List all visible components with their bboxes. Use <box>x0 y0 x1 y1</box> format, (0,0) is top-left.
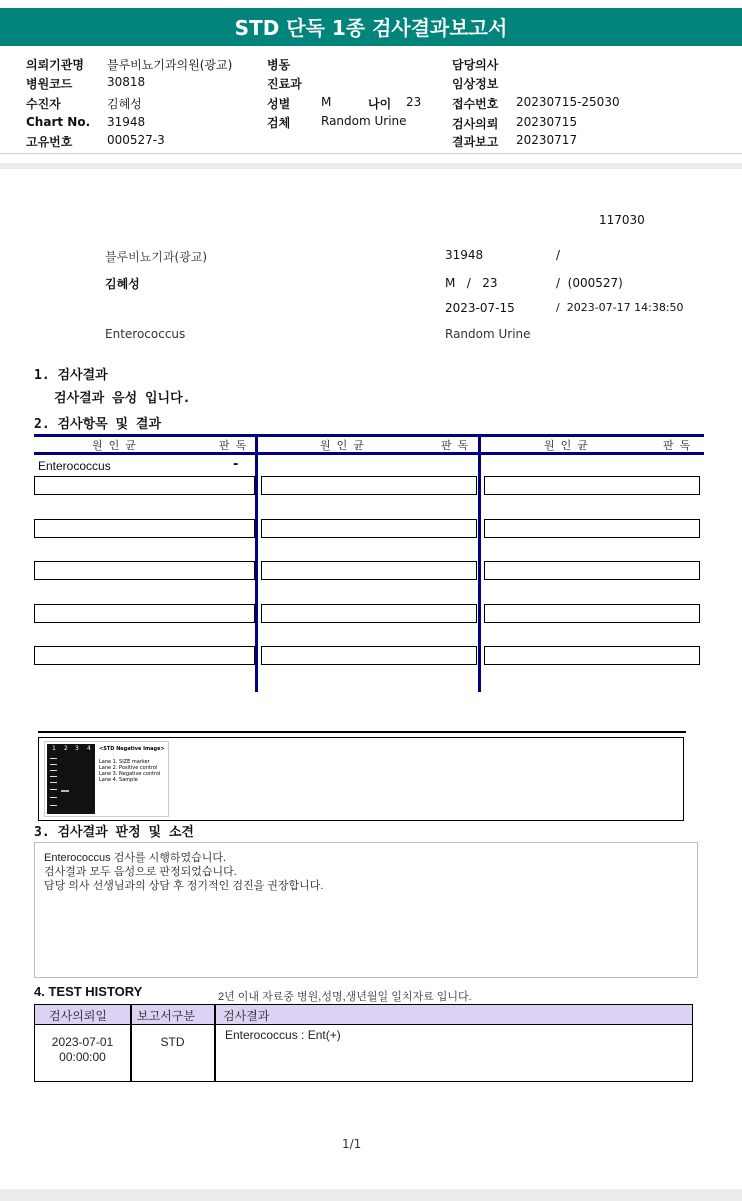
history-type: STD <box>160 1035 185 1049</box>
section1-title: 1. 검사결과 <box>34 368 108 383</box>
history-col-result: 검사결과 <box>223 1009 270 1023</box>
lane-label: 3 <box>75 745 79 752</box>
result-cell <box>34 476 255 495</box>
result-cell <box>34 646 255 665</box>
header-band <box>0 163 742 169</box>
history-col-date: 검사의뢰일 <box>49 1009 107 1023</box>
chart-no-value: 31948 <box>107 115 146 129</box>
clinical-info-label: 임상정보 <box>452 77 499 91</box>
col-pathogen-3: 원인균 <box>544 439 594 452</box>
patient-value: 김혜성 <box>107 97 142 111</box>
opinion-box <box>34 842 698 978</box>
sex-value: M <box>321 95 332 109</box>
gel-legend-item: Lane 2. Positive control <box>99 765 158 771</box>
lane-label: 1 <box>52 745 56 752</box>
history-date-time: 00:00:00 <box>59 1050 106 1064</box>
image-top-rule <box>38 731 686 733</box>
section4-title: 4. TEST HISTORY <box>34 984 143 999</box>
header-divider <box>0 153 742 154</box>
dept-label: 진료과 <box>267 77 302 91</box>
page-number: 1/1 <box>342 1137 362 1151</box>
history-col-divider <box>214 1005 216 1081</box>
age-value: 23 <box>406 95 422 109</box>
summary-clinic: 블루비뇨기과(광교) <box>105 250 208 264</box>
chart-no-label: Chart No. <box>26 115 91 129</box>
sex-label: 성별 <box>267 97 291 111</box>
summary-patient: 김혜성 <box>105 277 140 291</box>
clinic-value: 블루비뇨기과의원(광교) <box>107 58 233 72</box>
result-cell <box>34 561 255 580</box>
result-cell <box>261 476 477 495</box>
history-header-row <box>35 1005 692 1025</box>
opinion-line: Enterococcus 검사를 시행하였습니다. <box>44 852 227 864</box>
col-judgement-1: 판독 <box>219 439 253 452</box>
result-cell <box>261 561 477 580</box>
ward-label: 병동 <box>267 58 291 72</box>
patient-label: 수진자 <box>26 97 61 111</box>
gel-legend-item: Lane 3. Negative control <box>99 771 161 777</box>
gel-legend-title: <STD Negative Image> <box>99 746 165 752</box>
footer-band <box>0 1189 742 1201</box>
section2-title: 2. 검사항목 및 결과 <box>34 417 162 432</box>
doctor-label: 담당의사 <box>452 58 499 72</box>
opinion-line: 검사결과 모두 음성으로 판정되었습니다. <box>44 866 237 878</box>
result-cell <box>34 604 255 623</box>
hospital-code-label: 병원코드 <box>26 77 73 91</box>
col-judgement-3: 판독 <box>663 439 697 452</box>
result-cell <box>484 604 700 623</box>
receipt-no-value: 20230715-25030 <box>516 95 620 109</box>
report-date-label: 결과보고 <box>452 135 499 149</box>
request-date-value: 20230715 <box>516 115 578 129</box>
specimen-label: 검체 <box>267 116 291 130</box>
result-cell <box>261 604 477 623</box>
col-pathogen-1: 원인균 <box>92 439 142 452</box>
history-date <box>35 1035 130 1065</box>
gel-legend-item: Lane 1. SIZE marker <box>99 759 150 765</box>
result-cell <box>484 476 700 495</box>
gel-image <box>44 741 169 817</box>
history-date-day: 2023-07-01 <box>51 1035 114 1049</box>
report-date-value: 20230717 <box>516 133 578 147</box>
gel-legend-item: Lane 4. Sample <box>99 777 138 783</box>
result-judgement: - <box>233 457 239 472</box>
section1-result: 검사결과 음성 입니다. <box>54 391 191 406</box>
age-label: 나이 <box>368 97 392 111</box>
summary-id: / (000527) <box>556 276 623 290</box>
summary-organism: Enterococcus <box>105 327 186 341</box>
result-cell <box>34 519 255 538</box>
unique-no-label: 고유번호 <box>26 135 73 149</box>
request-date-label: 검사의뢰 <box>452 117 499 131</box>
summary-slash: / <box>556 248 561 262</box>
specimen-value: Random Urine <box>321 114 407 128</box>
history-col-type: 보고서구분 <box>137 1009 195 1023</box>
clinic-label: 의뢰기관명 <box>26 58 84 72</box>
result-table-divider-1 <box>255 434 258 692</box>
result-cell <box>261 519 477 538</box>
summary-chart-no: 31948 <box>445 248 484 262</box>
unique-no-value: 000527-3 <box>107 133 165 147</box>
lane-label: 2 <box>64 745 68 752</box>
summary-report-datetime: / 2023-07-17 14:38:50 <box>556 301 684 314</box>
result-table-divider-2 <box>478 434 481 692</box>
gel-photo <box>47 744 95 814</box>
lane-label: 4 <box>87 745 91 752</box>
result-cell <box>484 646 700 665</box>
section4-note: 2년 이내 자료중 병원,성명,생년월일 일치자료 입니다. <box>218 991 472 1003</box>
result-cell <box>484 561 700 580</box>
col-pathogen-2: 원인균 <box>320 439 370 452</box>
result-cell <box>261 646 477 665</box>
gel-legend <box>99 746 165 783</box>
report-title: STD 단독 1종 검사결과보고서 <box>0 8 742 46</box>
receipt-no-label: 접수번호 <box>452 97 499 111</box>
opinion-line: 담당 의사 선생님과의 상담 후 정기적인 검진을 권장합니다. <box>44 880 324 892</box>
history-table <box>34 1004 693 1082</box>
summary-receipt-date: 2023-07-15 <box>445 301 515 315</box>
summary-specimen: Random Urine <box>445 327 531 341</box>
result-cell <box>484 519 700 538</box>
summary-sex-age: M / 23 <box>445 276 498 290</box>
summary-code: 117030 <box>599 213 645 227</box>
col-judgement-2: 판독 <box>441 439 475 452</box>
history-result: Enterococcus : Ent(+) <box>225 1028 341 1042</box>
section3-title: 3. 검사결과 판정 및 소견 <box>34 825 194 840</box>
hospital-code-value: 30818 <box>107 75 146 89</box>
result-pathogen: Enterococcus <box>38 459 111 473</box>
